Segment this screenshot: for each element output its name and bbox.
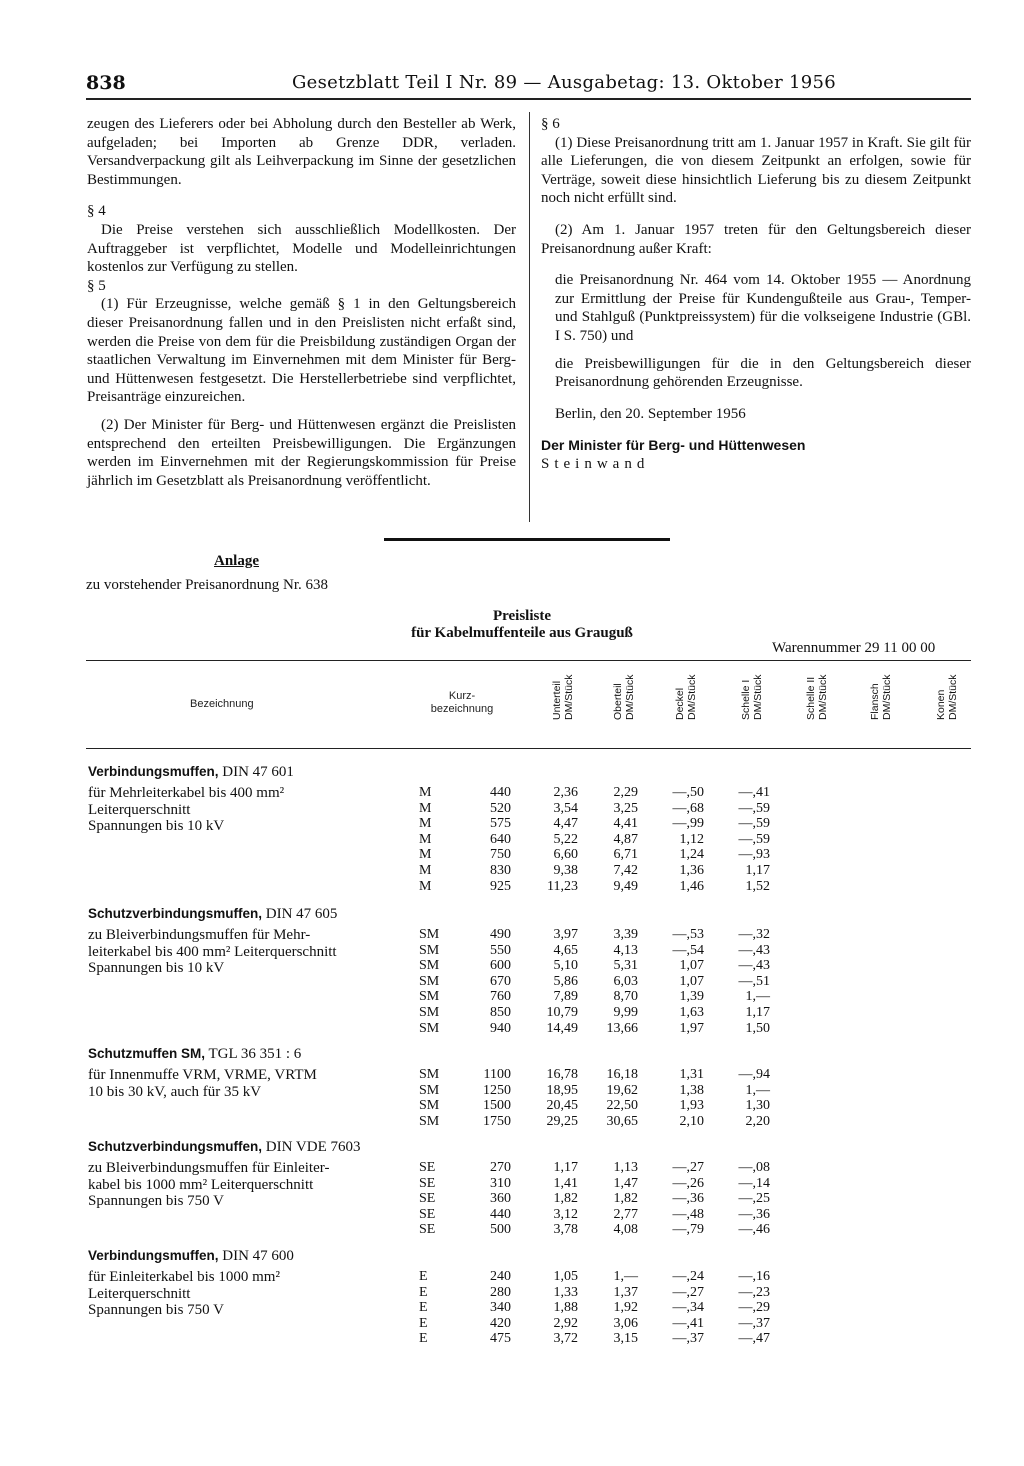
header-oberteil	[612, 664, 636, 744]
row-nummer: 1250	[483, 1082, 511, 1098]
header-schelle-1	[740, 664, 764, 744]
group-desc-line: Leiterquerschnitt	[88, 1285, 191, 1302]
signer-title: Der Minister für Berg- und Hüttenwesen	[541, 437, 806, 454]
section-6-paragraph-1: (1) Diese Preisanordnung tritt am 1. Januar 1957 in Kraft. Sie gilt für alle Lieferungen, die von diesem Zeitpunkt an erfolgen, sowie für Verträge, soweit diese hinsichtlich Lieferung bis zu diesem Zeitpunkt noch nicht erfüllt sind.	[541, 134, 971, 207]
table-row	[86, 927, 971, 943]
row-deckel: 1,39	[679, 989, 704, 1005]
header-deckel	[674, 664, 698, 744]
row-unterteil: 3,97	[553, 927, 578, 942]
header-flansch	[869, 664, 893, 744]
row-nummer: 340	[490, 1300, 511, 1316]
row-nummer: 670	[490, 973, 511, 989]
row-kurzbezeichnung: SE	[419, 1191, 436, 1207]
price-list-title-line-2: für Kabelmuffenteile aus Grauguß	[411, 625, 633, 641]
row-nummer: 940	[490, 1020, 511, 1036]
row-kurzbezeichnung: SM	[419, 989, 440, 1005]
row-deckel: —,54	[672, 942, 704, 958]
group-title-bold: Schutzverbindungsmuffen,	[88, 1139, 263, 1154]
column-divider	[529, 112, 530, 522]
row-oberteil: 6,71	[613, 847, 638, 863]
group-desc-line: für Einleiterkabel bis 1000 mm²	[88, 1269, 280, 1285]
row-kurzbezeichnung: SM	[419, 1082, 440, 1098]
section-4-text: Die Preise verstehen sich ausschließlich Modellkosten. Der Auftraggeber ist verpflichtet, Modelle und Modelleinrichtungen kostenlos zur Verfügung zu stellen.	[87, 221, 516, 276]
row-deckel: —,24	[672, 1269, 704, 1284]
row-nummer: 440	[490, 785, 511, 800]
row-unterteil: 14,49	[546, 1020, 578, 1036]
row-deckel: 1,07	[679, 958, 704, 974]
section-5-heading: § 5	[87, 277, 106, 294]
row-oberteil: 1,82	[613, 1191, 638, 1207]
header-bezeichnung: Bezeichnung	[190, 698, 254, 710]
row-deckel: 2,10	[679, 1113, 704, 1129]
row-deckel: —,37	[672, 1331, 704, 1347]
row-unterteil: 3,78	[553, 1222, 578, 1238]
row-kurzbezeichnung: SM	[419, 1067, 440, 1082]
row-kurzbezeichnung: E	[419, 1284, 428, 1300]
row-nummer: 600	[490, 958, 511, 974]
group-title	[88, 1248, 294, 1265]
group-title-bold: Verbindungsmuffen,	[88, 1248, 219, 1263]
header-konen-unit: DM/Stück	[947, 674, 959, 720]
group-title-norm: DIN 47 601	[218, 764, 294, 780]
row-oberteil: 1,—	[613, 1269, 638, 1284]
table-row	[86, 1005, 971, 1021]
row-unterteil: 2,92	[553, 1315, 578, 1331]
header-oberteil-label: Oberteil	[612, 683, 624, 720]
table-row	[86, 989, 971, 1005]
row-schelle-1: —,59	[738, 831, 770, 847]
row-nummer: 280	[490, 1284, 511, 1300]
annex-title: Anlage	[214, 553, 259, 569]
row-kurzbezeichnung: M	[419, 800, 432, 816]
row-nummer: 440	[490, 1206, 511, 1222]
row-oberteil: 3,15	[613, 1331, 638, 1347]
row-kurzbezeichnung: M	[419, 847, 432, 863]
row-kurzbezeichnung: SM	[419, 942, 440, 958]
row-schelle-1: —,23	[738, 1284, 770, 1300]
group-title-norm: DIN VDE 7603	[262, 1139, 361, 1155]
section-5-paragraph-2: (2) Der Minister für Berg- und Hüttenwesen ergänzt die Preislisten entsprechend den erteilten Preisbewilligungen. Die Ergänzungen werden im Einvernehmen mit der Regierungskommission für Preise jährlich im Gesetzblatt als Preisanordnung veröffentlicht.	[87, 416, 516, 489]
row-kurzbezeichnung: SE	[419, 1206, 436, 1222]
row-nummer: 1500	[483, 1098, 511, 1114]
header-flansch-label: Flansch	[869, 683, 881, 720]
row-oberteil: 13,66	[606, 1020, 638, 1036]
row-deckel: —,27	[672, 1284, 704, 1300]
date-line: Berlin, den 20. September 1956	[555, 405, 746, 422]
header-konen	[935, 664, 959, 744]
row-kurzbezeichnung: SM	[419, 1004, 440, 1020]
row-kurzbezeichnung: SM	[419, 973, 440, 989]
annex-subtitle: zu vorstehender Preisanordnung Nr. 638	[86, 577, 329, 593]
table-row	[86, 974, 971, 990]
row-unterteil: 4,65	[553, 942, 578, 958]
row-deckel: —,27	[672, 1160, 704, 1175]
group-title	[88, 764, 294, 781]
row-oberteil: 4,08	[613, 1222, 638, 1238]
table-row	[86, 847, 971, 863]
row-schelle-1: —,08	[738, 1160, 770, 1175]
repealed-item-1: die Preisanordnung Nr. 464 vom 14. Oktober 1955 — Anordnung zur Ermittlung der Preise für Kundengußteile aus Grau-, Temper- und Stahlguß (Punktpreissystem) für die volkseigene Industrie (GBl. I S. 750) und	[555, 272, 971, 344]
row-kurzbezeichnung: E	[419, 1300, 428, 1316]
row-schelle-1: —,94	[738, 1067, 770, 1082]
row-oberteil: 2,77	[613, 1206, 638, 1222]
row-schelle-1: —,14	[738, 1175, 770, 1191]
row-nummer: 520	[490, 800, 511, 816]
section-5-paragraph-1: (1) Für Erzeugnisse, welche gemäß § 1 in den Geltungsbereich dieser Preisanordnung fallen und in den Preislisten nicht erfaßt sind, werden die Preise von dem für die Preisbildung zuständigen Organ der staatlichen Verwaltung im Einvernehmen mit dem Minister für Berg- und Hüttenwesen festgesetzt. Die Herstellerbetriebe sind verpflichtet, Preisanträge einzureichen.	[87, 296, 516, 406]
header-unterteil-label: Unterteil	[551, 680, 563, 720]
row-unterteil: 18,95	[546, 1082, 578, 1098]
group-rows	[86, 1067, 971, 1129]
row-oberteil: 5,31	[613, 958, 638, 974]
header-kurzbezeichnung	[410, 690, 514, 716]
group-desc-line: Leiterquerschnitt	[88, 801, 191, 818]
row-unterteil: 29,25	[546, 1113, 578, 1129]
row-oberteil: 2,29	[613, 785, 638, 800]
header-konen-label: Konen	[935, 689, 947, 720]
row-unterteil: 5,22	[553, 831, 578, 847]
row-deckel: —,41	[672, 1315, 704, 1331]
group-rows	[86, 1269, 971, 1347]
table-row	[86, 785, 971, 801]
group-desc-line: für Mehrleiterkabel bis 400 mm²	[88, 785, 285, 801]
table-row	[86, 1176, 971, 1192]
row-deckel: 1,93	[679, 1098, 704, 1114]
header-oberteil-unit: DM/Stück	[624, 674, 636, 720]
row-kurzbezeichnung: SM	[419, 1113, 440, 1129]
row-oberteil: 4,13	[613, 942, 638, 958]
header-schelle-2-unit: DM/Stück	[817, 674, 829, 720]
row-kurzbezeichnung: M	[419, 862, 432, 878]
row-deckel: 1,97	[679, 1020, 704, 1036]
row-nummer: 360	[490, 1191, 511, 1207]
row-schelle-1: 2,20	[745, 1113, 770, 1129]
row-unterteil: 1,17	[553, 1160, 578, 1175]
row-unterteil: 1,82	[553, 1191, 578, 1207]
row-unterteil: 3,12	[553, 1206, 578, 1222]
row-unterteil: 3,54	[553, 800, 578, 816]
row-unterteil: 6,60	[553, 847, 578, 863]
row-kurzbezeichnung: SM	[419, 1098, 440, 1114]
row-schelle-1: —,43	[738, 942, 770, 958]
row-unterteil: 5,10	[553, 958, 578, 974]
table-row	[86, 1083, 971, 1099]
row-oberteil: 16,18	[606, 1067, 638, 1082]
row-unterteil: 1,33	[553, 1284, 578, 1300]
row-deckel: —,26	[672, 1175, 704, 1191]
row-oberteil: 9,49	[613, 878, 638, 894]
table-row	[86, 1114, 971, 1130]
table-top-rule	[86, 660, 971, 661]
paragraph-continuation: zeugen des Lieferers oder bei Abholung durch den Besteller ab Werk, aufgeladen; bei Importen ab Grenze DDR, verladen. Versandverpackung gilt als Leihverpackung im Sinne der gesetzlichen Bestimmungen.	[87, 116, 516, 188]
row-kurzbezeichnung: M	[419, 878, 432, 894]
row-schelle-1: —,43	[738, 958, 770, 974]
row-nummer: 475	[490, 1331, 511, 1347]
table-row	[86, 1269, 971, 1285]
row-schelle-1: 1,—	[745, 1082, 770, 1098]
table-row	[86, 1191, 971, 1207]
price-list-title-line-1: Preisliste	[492, 608, 552, 624]
group-desc-line: Spannungen bis 750 V	[88, 1302, 224, 1318]
row-unterteil: 3,72	[553, 1331, 578, 1347]
group-rows	[86, 927, 971, 1036]
row-nummer: 640	[490, 831, 511, 847]
row-nummer: 310	[490, 1175, 511, 1191]
header-schelle-2-label: Schelle II	[805, 676, 817, 720]
row-unterteil: 2,36	[553, 785, 578, 800]
row-unterteil: 7,89	[553, 989, 578, 1005]
signer-name: Steinwand	[541, 455, 650, 472]
row-unterteil: 4,47	[553, 816, 578, 832]
row-schelle-1: —,36	[738, 1206, 770, 1222]
row-schelle-1: —,16	[738, 1269, 770, 1284]
row-unterteil: 16,78	[546, 1067, 578, 1082]
table-row	[86, 863, 971, 879]
row-deckel: 1,12	[679, 831, 704, 847]
price-list-title	[380, 608, 664, 642]
table-row	[86, 1316, 971, 1332]
row-kurzbezeichnung: E	[419, 1331, 428, 1347]
row-schelle-1: —,29	[738, 1300, 770, 1316]
row-schelle-1: —,47	[738, 1331, 770, 1347]
row-deckel: 1,46	[679, 878, 704, 894]
group-title	[88, 906, 337, 923]
table-row	[86, 816, 971, 832]
row-deckel: 1,38	[679, 1082, 704, 1098]
row-schelle-1: 1,17	[745, 862, 770, 878]
row-oberteil: 3,39	[613, 927, 638, 942]
table-row	[86, 1098, 971, 1114]
row-kurzbezeichnung: M	[419, 831, 432, 847]
table-row	[86, 1331, 971, 1347]
row-deckel: —,53	[672, 927, 704, 942]
table-row	[86, 1300, 971, 1316]
group-title	[88, 1139, 360, 1156]
row-deckel: —,48	[672, 1206, 704, 1222]
row-nummer: 490	[490, 927, 511, 942]
row-unterteil: 5,86	[553, 973, 578, 989]
row-nummer: 750	[490, 847, 511, 863]
row-schelle-1: —,41	[738, 785, 770, 800]
row-unterteil: 9,38	[553, 862, 578, 878]
group-title	[88, 1046, 301, 1063]
table-row	[86, 958, 971, 974]
section-6-paragraph-2: (2) Am 1. Januar 1957 treten für den Geltungsbereich dieser Preisanordnung außer Kraft:	[541, 221, 971, 257]
row-oberteil: 1,92	[613, 1300, 638, 1316]
row-schelle-1: —,46	[738, 1222, 770, 1238]
running-header: Gesetzblatt Teil I Nr. 89 — Ausgabetag: 13. Oktober 1956	[292, 72, 837, 93]
row-oberteil: 9,99	[613, 1004, 638, 1020]
row-nummer: 760	[490, 989, 511, 1005]
row-kurzbezeichnung: SE	[419, 1160, 436, 1175]
header-kurz-line-2: bezeichnung	[430, 703, 494, 715]
table-row	[86, 1207, 971, 1223]
row-schelle-1: 1,30	[745, 1098, 770, 1114]
ware-number: Warennummer 29 11 00 00	[772, 640, 936, 656]
group-desc-line: zu Bleiverbindungsmuffen für Mehr-	[88, 927, 311, 943]
group-desc-line: Spannungen bis 10 kV	[88, 818, 225, 834]
row-kurzbezeichnung: SE	[419, 1175, 436, 1191]
row-oberteil: 1,37	[613, 1284, 638, 1300]
row-kurzbezeichnung: E	[419, 1315, 428, 1331]
row-oberteil: 8,70	[613, 989, 638, 1005]
row-oberteil: 22,50	[606, 1098, 638, 1114]
row-nummer: 1100	[483, 1067, 511, 1082]
row-schelle-1: 1,17	[745, 1004, 770, 1020]
header-deckel-label: Deckel	[674, 687, 686, 720]
group-title-bold: Schutzmuffen SM,	[88, 1046, 205, 1061]
group-title-norm: DIN 47 600	[218, 1248, 294, 1264]
table-row	[86, 1285, 971, 1301]
row-schelle-1: 1,50	[745, 1020, 770, 1036]
row-nummer: 270	[490, 1160, 511, 1175]
row-unterteil: 10,79	[546, 1004, 578, 1020]
row-deckel: 1,24	[679, 847, 704, 863]
row-deckel: 1,63	[679, 1004, 704, 1020]
table-row	[86, 1160, 971, 1176]
row-deckel: —,68	[672, 800, 704, 816]
row-nummer: 240	[490, 1269, 511, 1284]
row-schelle-1: —,59	[738, 816, 770, 832]
row-nummer: 830	[490, 862, 511, 878]
right-column	[541, 115, 971, 474]
header-schelle-2	[805, 664, 829, 744]
row-deckel: —,50	[672, 785, 704, 800]
row-deckel: —,99	[672, 816, 704, 832]
row-oberteil: 19,62	[606, 1082, 638, 1098]
row-schelle-1: —,51	[738, 973, 770, 989]
header-unterteil	[551, 664, 575, 744]
row-nummer: 575	[490, 816, 511, 832]
row-oberteil: 3,25	[613, 800, 638, 816]
group-title-norm: TGL 36 351 : 6	[205, 1046, 302, 1062]
page-number: 838	[86, 72, 126, 94]
section-6-heading: § 6	[541, 116, 560, 132]
row-kurzbezeichnung: M	[419, 785, 432, 800]
table-header-rule	[86, 748, 971, 749]
row-deckel: —,79	[672, 1222, 704, 1238]
row-schelle-1: 1,52	[745, 878, 770, 894]
row-deckel: 1,31	[679, 1067, 704, 1082]
row-kurzbezeichnung: SE	[419, 1222, 436, 1238]
group-title-bold: Verbindungsmuffen,	[88, 764, 219, 779]
row-oberteil: 4,41	[613, 816, 638, 832]
row-unterteil: 1,41	[553, 1175, 578, 1191]
row-nummer: 925	[490, 878, 511, 894]
row-oberteil: 30,65	[606, 1113, 638, 1129]
table-row	[86, 1067, 971, 1083]
row-schelle-1: —,59	[738, 800, 770, 816]
row-deckel: 1,07	[679, 973, 704, 989]
row-oberteil: 7,42	[613, 862, 638, 878]
row-deckel: —,34	[672, 1300, 704, 1316]
row-nummer: 1750	[483, 1113, 511, 1129]
row-schelle-1: —,37	[738, 1315, 770, 1331]
table-row	[86, 879, 971, 895]
table-row	[86, 1021, 971, 1037]
row-schelle-1: 1,—	[745, 989, 770, 1005]
row-deckel: —,36	[672, 1191, 704, 1207]
row-deckel: 1,36	[679, 862, 704, 878]
row-unterteil: 1,88	[553, 1300, 578, 1316]
row-unterteil: 20,45	[546, 1098, 578, 1114]
group-desc-line: 10 bis 30 kV, auch für 35 kV	[88, 1083, 262, 1100]
row-oberteil: 4,87	[613, 831, 638, 847]
row-kurzbezeichnung: E	[419, 1269, 428, 1284]
section-separator	[384, 538, 670, 541]
row-kurzbezeichnung: SM	[419, 1020, 440, 1036]
header-unterteil-unit: DM/Stück	[563, 674, 575, 720]
row-oberteil: 1,13	[613, 1160, 638, 1175]
group-desc-line: leiterkabel bis 400 mm² Leiterquerschnitt	[88, 943, 337, 960]
repealed-item-2: die Preisbewilligungen für die in den Geltungsbereich dieser Preisanordnung gehörenden Erzeugnisse.	[555, 355, 971, 391]
section-4-heading: § 4	[87, 203, 106, 220]
header-deckel-unit: DM/Stück	[686, 674, 698, 720]
group-title-bold: Schutzverbindungsmuffen,	[88, 906, 263, 921]
header-kurz-line-1: Kurz-	[448, 690, 476, 702]
row-unterteil: 1,05	[553, 1269, 578, 1284]
header-flansch-unit: DM/Stück	[881, 674, 893, 720]
table-row	[86, 832, 971, 848]
group-rows	[86, 1160, 971, 1238]
row-kurzbezeichnung: SM	[419, 927, 440, 942]
group-title-norm: DIN 47 605	[262, 906, 338, 922]
row-schelle-1: —,25	[738, 1191, 770, 1207]
header-schelle-1-label: Schelle I	[740, 679, 752, 720]
row-oberteil: 6,03	[613, 973, 638, 989]
row-nummer: 550	[490, 942, 511, 958]
group-desc-line: Spannungen bis 750 V	[88, 1193, 224, 1209]
row-kurzbezeichnung: M	[419, 816, 432, 832]
table-row	[86, 801, 971, 817]
row-unterteil: 11,23	[547, 878, 578, 894]
table-row	[86, 943, 971, 959]
group-desc-line: kabel bis 1000 mm² Leiterquerschnitt	[88, 1176, 314, 1193]
group-desc-line: Spannungen bis 10 kV	[88, 960, 225, 976]
group-desc-line: für Innenmuffe VRM, VRME, VRTM	[88, 1067, 317, 1083]
group-rows	[86, 785, 971, 894]
left-column	[87, 115, 516, 490]
header-rule	[86, 98, 971, 100]
header-schelle-1-unit: DM/Stück	[752, 674, 764, 720]
row-kurzbezeichnung: SM	[419, 958, 440, 974]
row-oberteil: 3,06	[613, 1315, 638, 1331]
group-desc-line: zu Bleiverbindungsmuffen für Einleiter-	[88, 1160, 330, 1176]
row-schelle-1: —,93	[738, 847, 770, 863]
row-nummer: 500	[490, 1222, 511, 1238]
row-schelle-1: —,32	[738, 927, 770, 942]
row-oberteil: 1,47	[613, 1175, 638, 1191]
table-row	[86, 1222, 971, 1238]
row-nummer: 850	[490, 1004, 511, 1020]
row-nummer: 420	[490, 1315, 511, 1331]
